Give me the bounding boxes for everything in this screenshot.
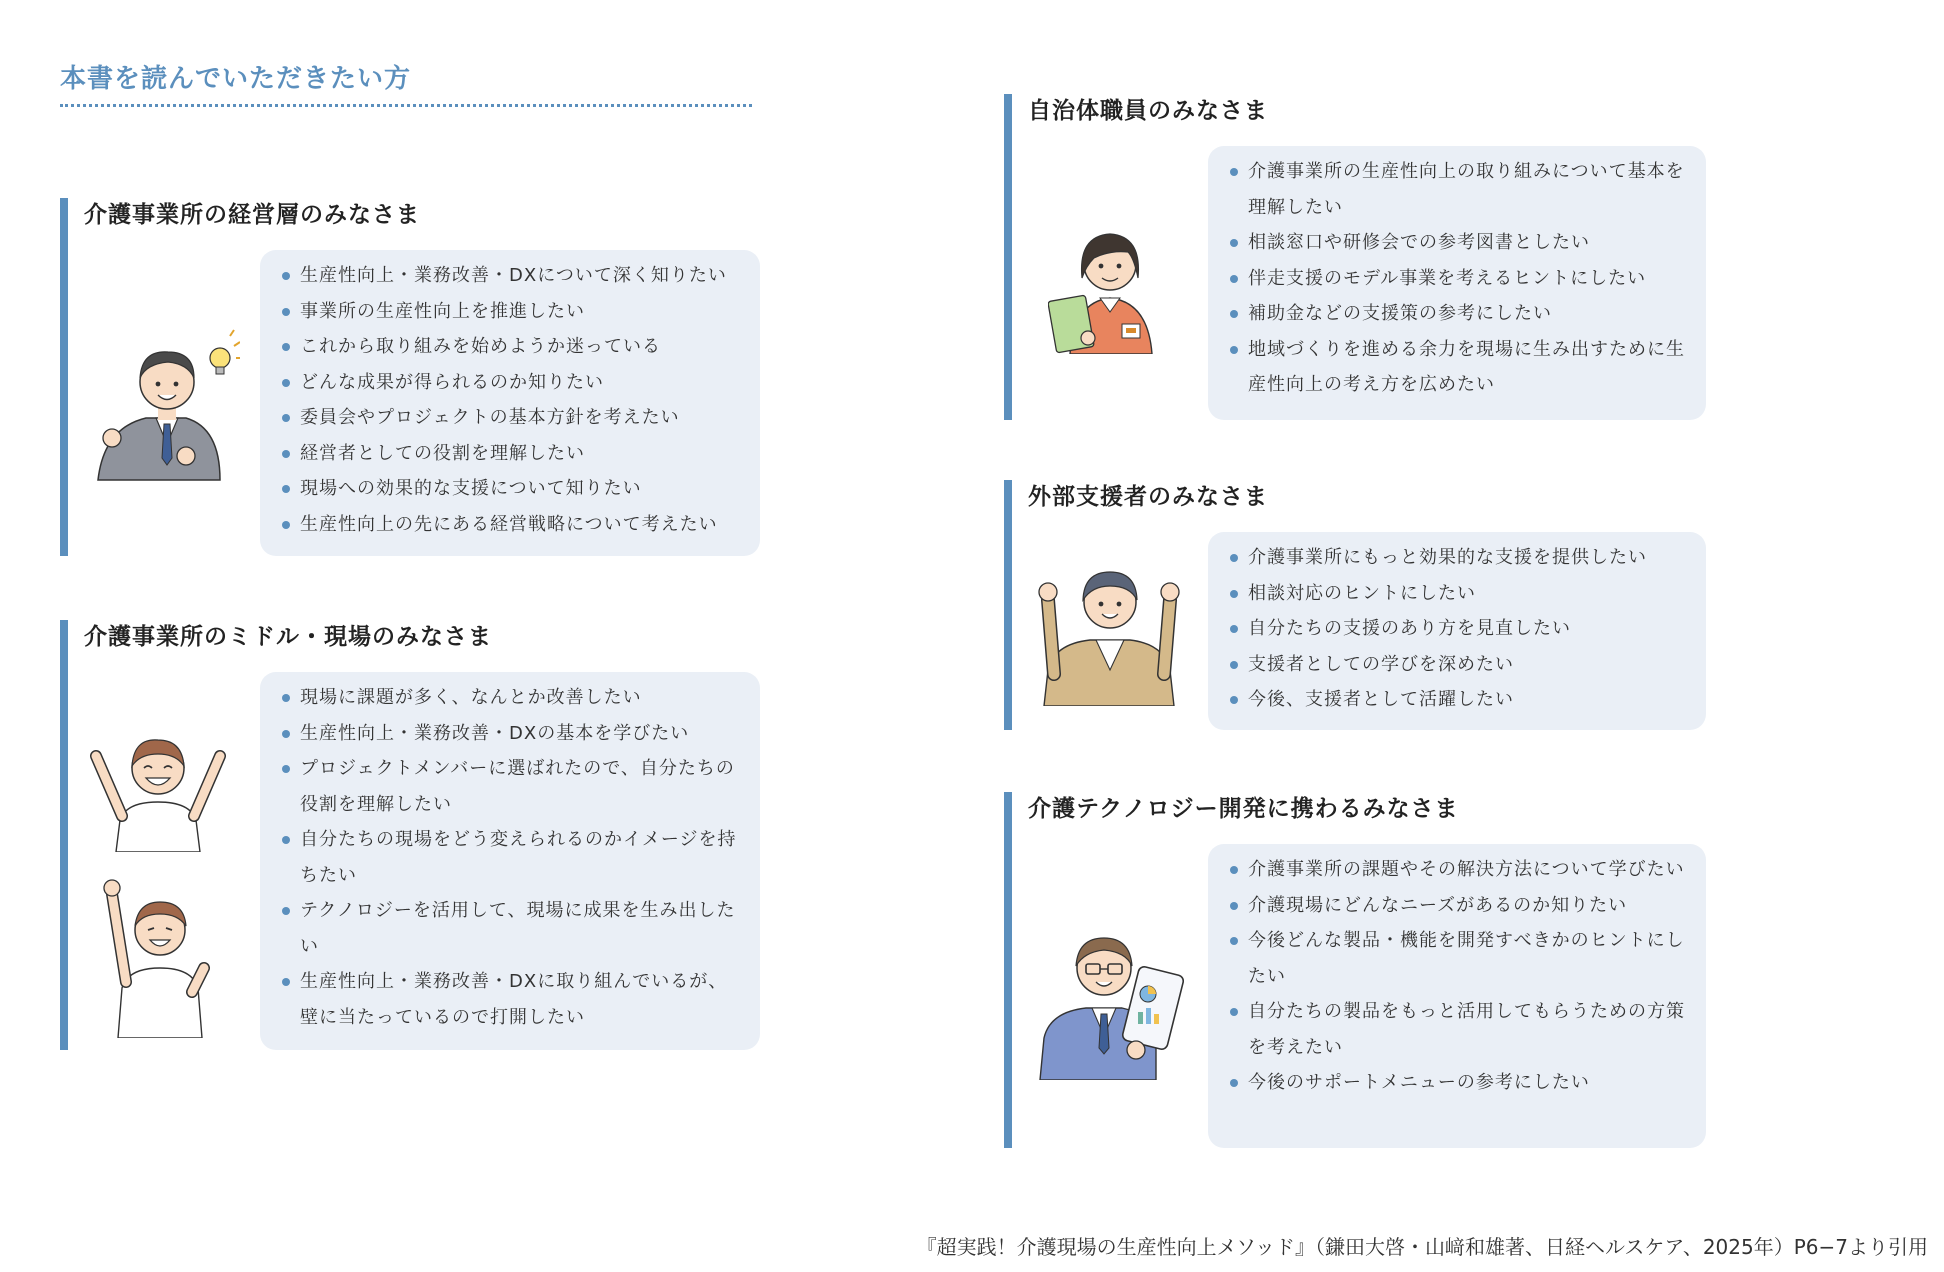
external-list bbox=[1228, 540, 1686, 718]
list-item: 地域づくりを進める余力を現場に生み出すために生産性向上の考え方を広めたい bbox=[1228, 332, 1686, 403]
list-item: 今後、支援者として活躍したい bbox=[1228, 682, 1686, 718]
tech-box bbox=[1208, 844, 1706, 1148]
list-item: 支援者としての学びを深めたい bbox=[1228, 647, 1686, 683]
list-item: 相談窓口や研修会での参考図書としたい bbox=[1228, 225, 1686, 261]
list-item: どんな成果が得られるのか知りたい bbox=[280, 365, 740, 401]
list-item: 事業所の生産性向上を推進したい bbox=[280, 294, 740, 330]
list-item: 介護事業所の生産性向上の取り組みについて基本を理解したい bbox=[1228, 154, 1686, 225]
section-management bbox=[60, 198, 768, 556]
list-item: 今後どんな製品・機能を開発すべきかのヒントにしたい bbox=[1228, 923, 1686, 994]
section-heading: 外部支援者のみなさま bbox=[1028, 484, 1268, 510]
management-list bbox=[280, 258, 740, 542]
management-box bbox=[260, 250, 760, 556]
section-heading: 介護テクノロジー開発に携わるみなさま bbox=[1028, 796, 1459, 822]
section-heading: 介護事業所のミドル・現場のみなさま bbox=[84, 624, 492, 650]
list-item: 介護現場にどんなニーズがあるのか知りたい bbox=[1228, 888, 1686, 924]
middle-list bbox=[280, 680, 740, 1035]
manager-icon bbox=[90, 320, 240, 490]
section-middle bbox=[60, 620, 768, 1050]
list-item: プロジェクトメンバーに選ばれたので、自分たちの役割を理解したい bbox=[280, 751, 740, 822]
list-item: 今後のサポートメニューの参考にしたい bbox=[1228, 1065, 1686, 1101]
tech-list bbox=[1228, 852, 1686, 1101]
list-item: 経営者としての役割を理解したい bbox=[280, 436, 740, 472]
section-heading: 介護事業所の経営層のみなさま bbox=[84, 202, 420, 228]
list-item: 生産性向上・業務改善・DXに取り組んでいるが、壁に当たっているので打開したい bbox=[280, 964, 740, 1035]
list-item: 自分たちの製品をもっと活用してもらうための方策を考えたい bbox=[1228, 994, 1686, 1065]
list-item: 現場への効果的な支援について知りたい bbox=[280, 471, 740, 507]
municipal-box bbox=[1208, 146, 1706, 420]
list-item: これから取り組みを始めようか迷っている bbox=[280, 329, 740, 365]
list-item: 介護事業所の課題やその解決方法について学びたい bbox=[1228, 852, 1686, 888]
source-citation: 『超実践！介護現場の生産性向上メソッド』（鎌田大啓・山﨑和雄著、日経ヘルスケア、2025年）P6−7より引用 bbox=[916, 1235, 1928, 1259]
municipal-staff-icon bbox=[1048, 206, 1174, 354]
cheering-man-icon bbox=[98, 872, 218, 1038]
cheering-woman-icon bbox=[82, 716, 232, 852]
list-item: 生産性向上・業務改善・DXについて深く知りたい bbox=[280, 258, 740, 294]
list-item: 生産性向上・業務改善・DXの基本を学びたい bbox=[280, 716, 740, 752]
section-tech bbox=[1004, 792, 1712, 1148]
list-item: 伴走支援のモデル事業を考えるヒントにしたい bbox=[1228, 261, 1686, 297]
list-item: テクノロジーを活用して、現場に成果を生み出したい bbox=[280, 893, 740, 964]
list-item: 補助金などの支援策の参考にしたい bbox=[1228, 296, 1686, 332]
list-item: 自分たちの支援のあり方を見直したい bbox=[1228, 611, 1686, 647]
page-title: 本書を読んでいただきたい方 bbox=[60, 64, 412, 94]
list-item: 相談対応のヒントにしたい bbox=[1228, 576, 1686, 612]
list-item: 自分たちの現場をどう変えられるのかイメージを持ちたい bbox=[280, 822, 740, 893]
external-box bbox=[1208, 532, 1706, 730]
title-divider bbox=[60, 104, 752, 107]
developer-icon bbox=[1034, 908, 1184, 1080]
list-item: 生産性向上の先にある経営戦略について考えたい bbox=[280, 507, 740, 543]
list-item: 介護事業所にもっと効果的な支援を提供したい bbox=[1228, 540, 1686, 576]
list-item: 委員会やプロジェクトの基本方針を考えたい bbox=[280, 400, 740, 436]
supporter-icon bbox=[1034, 550, 1184, 706]
section-external bbox=[1004, 480, 1712, 730]
list-item: 現場に課題が多く、なんとか改善したい bbox=[280, 680, 740, 716]
municipal-list bbox=[1228, 154, 1686, 403]
section-heading: 自治体職員のみなさま bbox=[1028, 98, 1268, 124]
middle-box bbox=[260, 672, 760, 1050]
section-municipal bbox=[1004, 94, 1712, 420]
